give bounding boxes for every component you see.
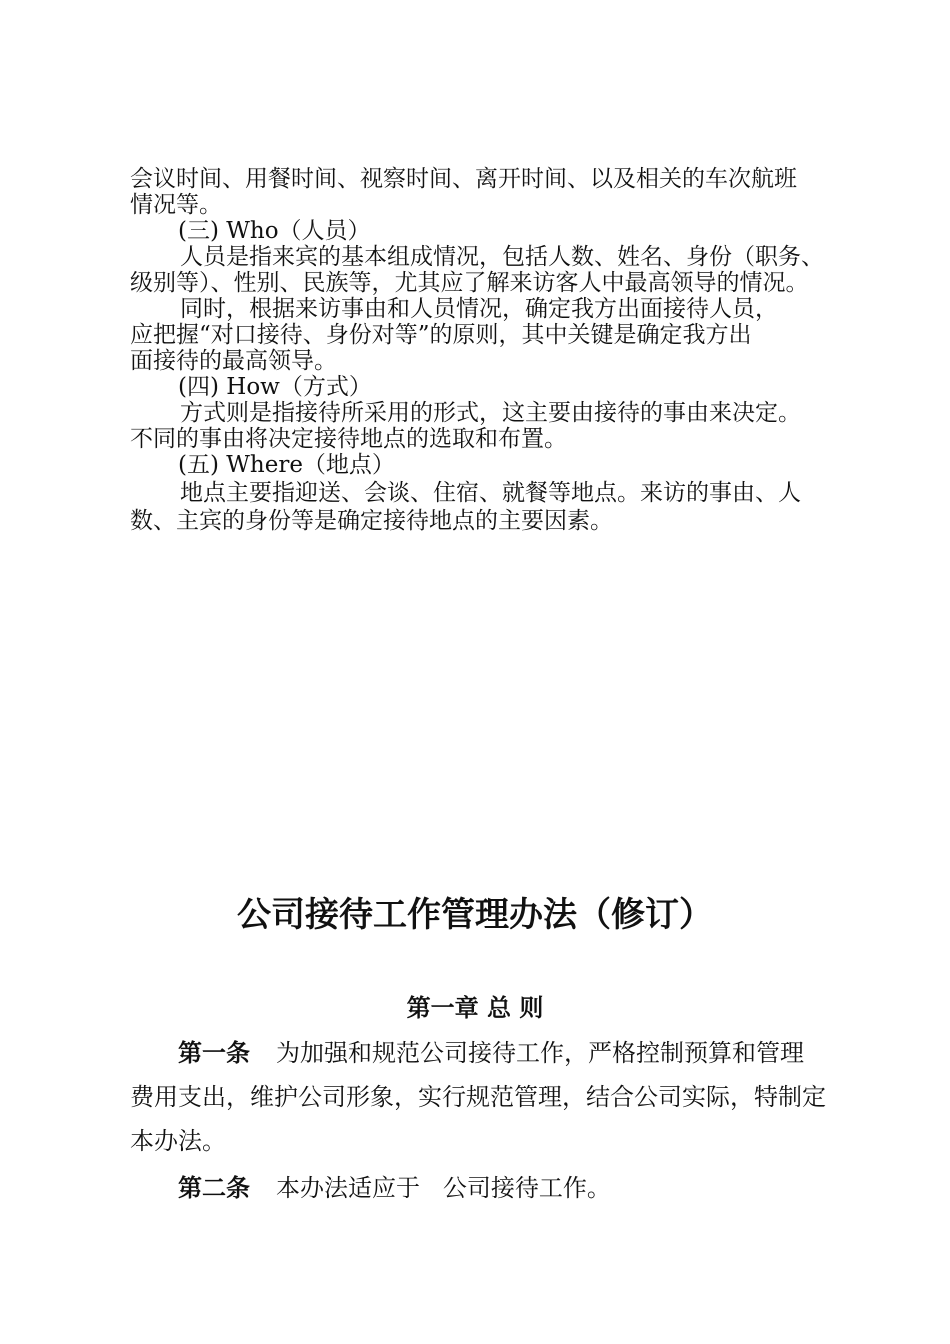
article-1-first-line <box>178 1039 804 1067</box>
section-heading-where: (五) Where（地点） <box>178 452 395 478</box>
paragraph-line: 会议时间、用餐时间、视察时间、离开时间、以及相关的车次航班 <box>130 166 797 192</box>
article-1-text: 为加强和规范公司接待工作，严格控制预算和管理 <box>276 1039 804 1067</box>
paragraph-line: 方式则是指接待所采用的形式，这主要由接待的事由来决定。 <box>180 400 801 426</box>
paragraph-line: 情况等。 <box>130 192 222 218</box>
chapter-title: 第一章 总 则 <box>406 994 544 1022</box>
paragraph-line: 应把握“对口接待、身份对等”的原则，其中关键是确定我方出 <box>130 322 752 348</box>
paragraph-line: 面接待的最高领导。 <box>130 348 337 374</box>
paragraph-line: 不同的事由将决定接待地点的选取和布置。 <box>130 426 567 452</box>
article-1-label: 第一条 <box>178 1039 250 1067</box>
article-2-line <box>178 1174 611 1202</box>
section-heading-how: (四) How（方式） <box>178 374 372 400</box>
section-heading-who: (三) Who（人员） <box>178 218 371 244</box>
paragraph-line: 数、主宾的身份等是确定接待地点的主要因素。 <box>130 508 613 534</box>
paragraph-line: 级别等）、性别、民族等，尤其应了解来访客人中最高领导的情况。 <box>130 270 809 296</box>
article-2-label: 第二条 <box>178 1174 250 1202</box>
paragraph-line: 人员是指来宾的基本组成情况，包括人数、姓名、身份（职务、 <box>180 244 824 270</box>
paragraph-line: 同时，根据来访事由和人员情况，确定我方出面接待人员， <box>180 296 778 322</box>
document-title: 公司接待工作管理办法（修订） <box>237 895 713 935</box>
paragraph-line: 费用支出，维护公司形象，实行规范管理，结合公司实际，特制定 <box>130 1083 826 1111</box>
article-2-text: 本办法适应于 公司接待工作。 <box>276 1174 611 1202</box>
paragraph-line: 地点主要指迎送、会谈、住宿、就餐等地点。来访的事由、人 <box>180 480 801 506</box>
paragraph-line: 本办法。 <box>130 1127 226 1155</box>
